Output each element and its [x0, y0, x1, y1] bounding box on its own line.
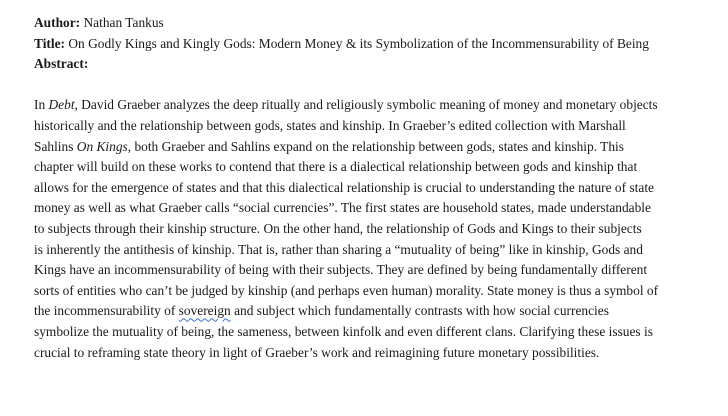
- abstract-line: Sahlins On Kings, both Graeber and Sahlins expand on the relationship between gods, states and kinship. This: [34, 138, 624, 154]
- title-line: [34, 34, 714, 55]
- abstract-line: historically and the relationship between gods, states and kinship. In Graeber’s edited collection with Marshall: [34, 117, 626, 133]
- abstract-line: crucial to reframing state theory in light of Graeber’s work and reimagining future monetary possibilities.: [34, 344, 600, 360]
- title-label: Title:: [34, 35, 65, 51]
- abstract-label: Abstract:: [34, 56, 89, 72]
- author-name: Nathan Tankus: [83, 15, 164, 30]
- abstract-line: symbolize the mutuality of being, the sameness, between kinfolk and even different clans. Clarifying these issues is: [34, 323, 653, 339]
- author-line: [34, 13, 714, 34]
- abstract-line: to subjects through their kinship structure. On the other hand, the relationship of Gods and Kings to their subjects: [34, 220, 642, 236]
- blank-line: [34, 75, 714, 96]
- abstract-line: In Debt, David Graeber analyzes the deep ritually and religiously symbolic meaning of money and monetary objects: [34, 97, 658, 113]
- abstract-line: sorts of entities who can’t be judged by kinship (and perhaps even human) morality. State money is thus a symbol of: [34, 282, 659, 298]
- abstract-line: Kings have an incommensurability of being with their subjects. They are defined by being fundamentally different: [34, 262, 648, 278]
- abstract-heading-line: [34, 54, 714, 75]
- abstract-paragraph: [34, 95, 714, 363]
- spellcheck-flagged-word[interactable]: sovereign: [178, 303, 231, 319]
- document-body: [34, 13, 714, 363]
- abstract-line: chapter will build on these works to contend that there is a dialectical relationship between gods and kinship that: [34, 159, 638, 175]
- abstract-line: is inherently the antithesis of kinship. That is, rather than sharing a “mutuality of being” like in kinship, Gods and: [34, 241, 643, 257]
- book-title-on-kings: On Kings: [76, 138, 128, 154]
- book-title-debt: Debt,: [48, 97, 78, 113]
- abstract-line: allows for the emergence of states and that this dialectical relationship is crucial to understanding the nature of state: [34, 179, 654, 195]
- abstract-line: money as well as what Graeber calls “social currencies”. The first states are household states, made understandable: [34, 200, 651, 216]
- abstract-line: the incommensurability of sovereign and subject which fundamentally contrasts with how social currencies: [34, 303, 609, 319]
- author-label: Author:: [34, 15, 81, 30]
- paper-title: On Godly Kings and Kingly Gods: Modern Money & its Symbolization of the Incommensurability of Being: [68, 35, 649, 51]
